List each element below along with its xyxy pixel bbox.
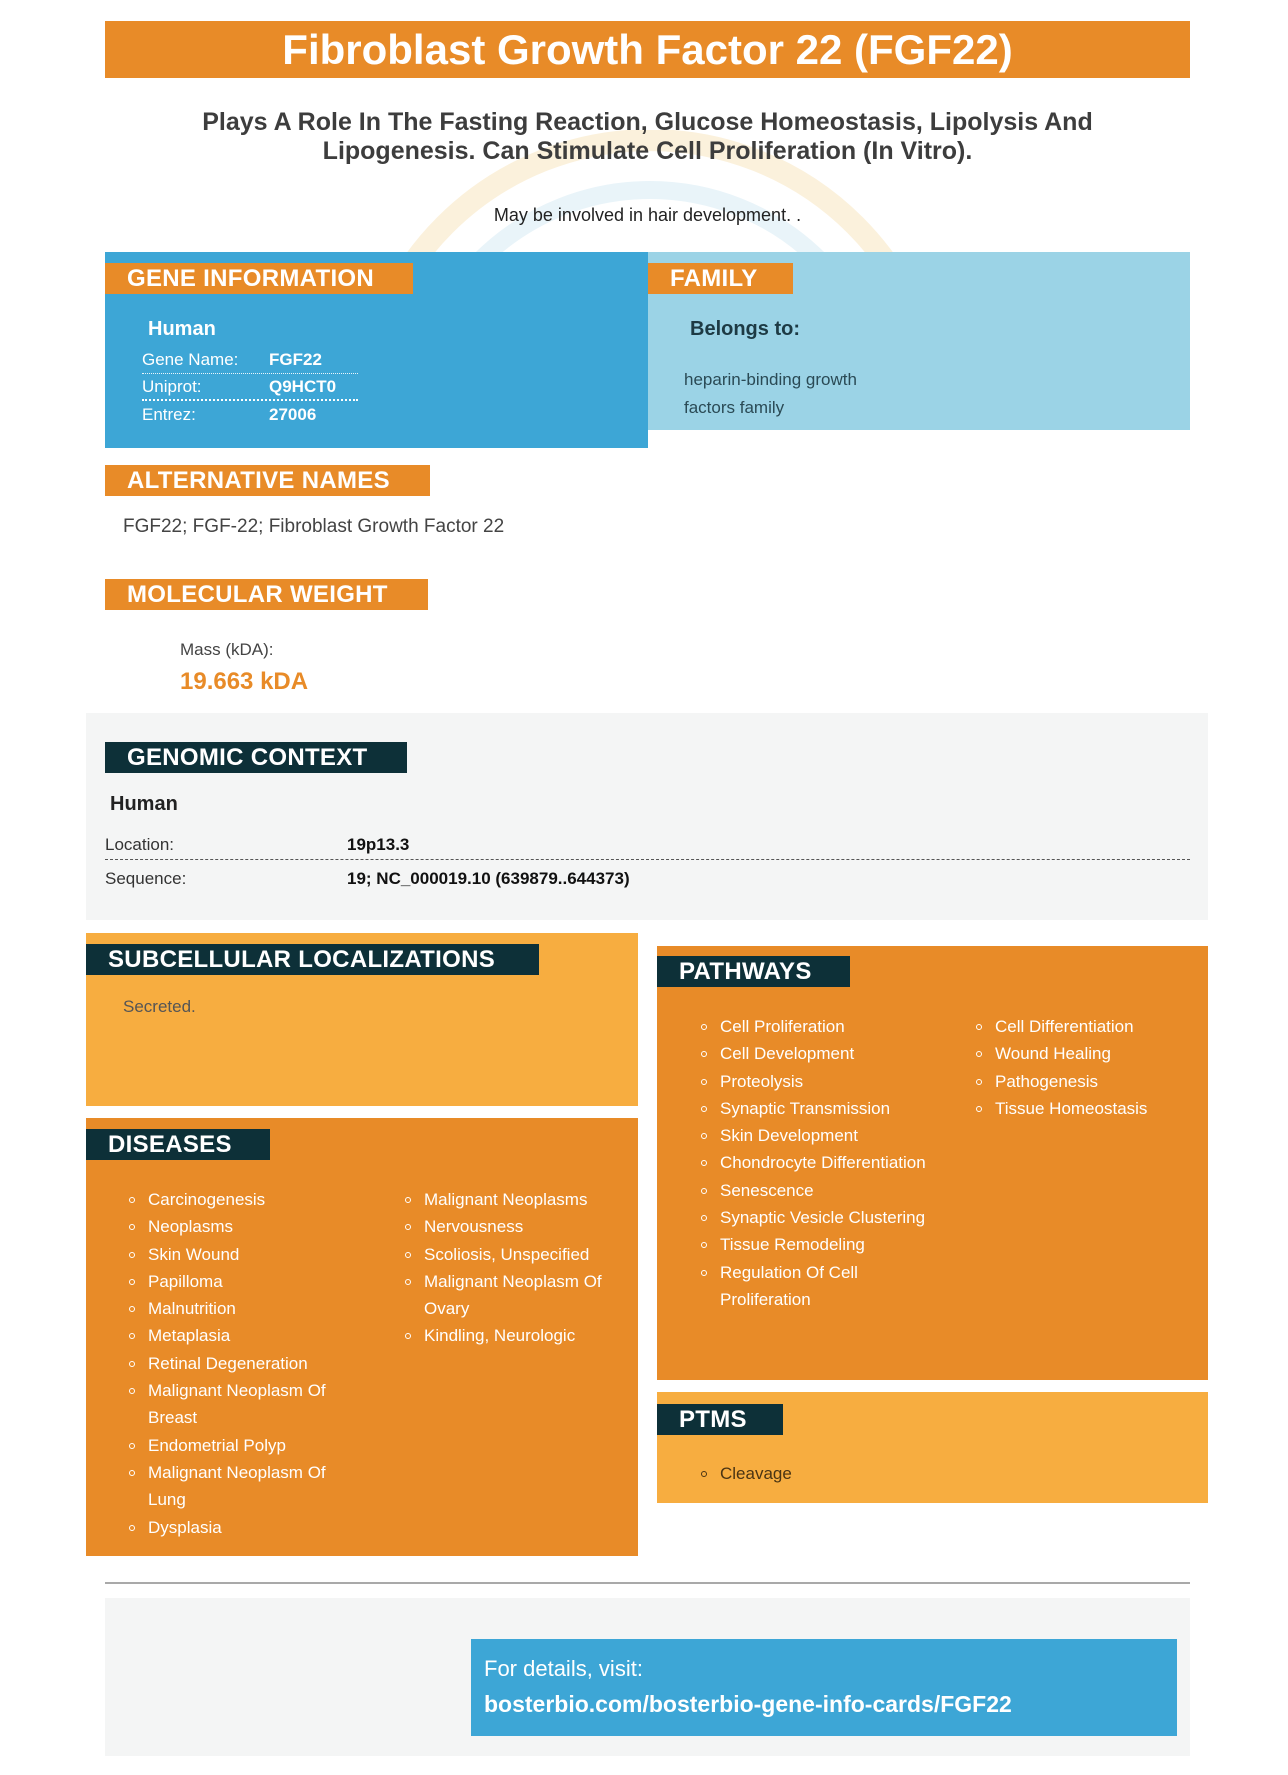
function-note: May be involved in hair development. . [493,205,802,225]
list-item: Malignant Neoplasm Of Ovary [403,1268,623,1323]
list-item: Cell Proliferation [699,1013,929,1040]
molecular-weight-heading: MOLECULAR WEIGHT [105,579,428,610]
list-item: Synaptic Vesicle Clustering [699,1204,929,1231]
list-item: Chondrocyte Differentiation [699,1149,929,1176]
list-item: Synaptic Transmission [699,1095,929,1122]
pathways-list-right [974,1013,1194,1122]
mass-value: 19.663 kDA [180,668,309,695]
list-item: Wound Healing [974,1040,1194,1067]
subcellular-text: Secreted. [123,997,196,1016]
list-item: Neoplasms [127,1213,357,1240]
list-item: Dysplasia [127,1514,357,1541]
list-item: Metaplasia [127,1322,357,1349]
ptms-heading: PTMS [657,1404,783,1435]
list-item: Proteolysis [699,1068,929,1095]
list-item: Senescence [699,1177,929,1204]
family-text: heparin-binding growth factors family [684,370,857,417]
family-heading: FAMILY [648,263,793,294]
gene-name-row [142,347,358,374]
pathways-heading: PATHWAYS [657,956,850,987]
uniprot-row [142,374,358,401]
uniprot-link[interactable]: Q9HCT0 [269,377,337,396]
list-item: Tissue Remodeling [699,1231,929,1258]
list-item: Retinal Degeneration [127,1350,357,1377]
list-item: Skin Development [699,1122,929,1149]
details-label: For details, visit: [484,1656,643,1681]
details-link-box[interactable] [471,1639,1177,1736]
sequence-value: 19; NC_000019.10 (639879..644373) [347,869,630,888]
diseases-heading: DISEASES [86,1129,270,1160]
uniprot-label: Uniprot: [142,377,202,396]
gene-species: Human [148,318,216,340]
page-title: Fibroblast Growth Factor 22 (FGF22) [105,21,1190,78]
list-item: Endometrial Polyp [127,1432,357,1459]
sequence-row [105,860,1190,894]
ptms-list [699,1460,929,1487]
list-item: Cell Differentiation [974,1013,1194,1040]
list-item: Papilloma [127,1268,357,1295]
list-item: Nervousness [403,1213,623,1240]
gene-name-label: Gene Name: [142,350,239,369]
list-item: Tissue Homeostasis [974,1095,1194,1122]
details-url-link[interactable]: bosterbio.com/bosterbio-gene-info-cards/FGF22 [484,1691,1012,1717]
mass-label: Mass (kDA): [180,640,274,659]
list-item: Pathogenesis [974,1068,1194,1095]
gene-name-value: FGF22 [269,350,322,369]
diseases-list-right [403,1186,623,1350]
list-item: Malignant Neoplasms [403,1186,623,1213]
list-item: Regulation Of Cell Proliferation [699,1259,929,1314]
genomic-species: Human [110,793,178,815]
entrez-link[interactable]: 27006 [269,405,317,424]
list-item: Scoliosis, Unspecified [403,1241,623,1268]
list-item: Kindling, Neurologic [403,1322,623,1349]
entrez-label: Entrez: [142,405,196,424]
entrez-row [142,402,358,429]
list-item: Skin Wound [127,1241,357,1268]
family-subheading: Belongs to: [690,318,800,340]
alternative-names-text: FGF22; FGF-22; Fibroblast Growth Factor 22 [123,516,505,537]
list-item: Cleavage [699,1460,929,1487]
location-label: Location: [105,835,174,854]
genomic-context-heading: GENOMIC CONTEXT [105,742,407,773]
list-item: Malignant Neoplasm Of Lung [127,1459,357,1514]
location-value: 19p13.3 [347,835,410,854]
gene-information-heading: GENE INFORMATION [105,263,413,294]
footer-divider [105,1582,1190,1584]
sequence-label: Sequence: [105,869,187,888]
subcellular-heading: SUBCELLULAR LOCALIZATIONS [86,944,539,975]
diseases-list-left [127,1186,357,1541]
list-item: Carcinogenesis [127,1186,357,1213]
pathways-list-left [699,1013,929,1313]
list-item: Malnutrition [127,1295,357,1322]
page-subtitle: Plays A Role In The Fasting Reaction, Glucose Homeostasis, Lipolysis And Lipogenesis. Can Stimulate Cell Proliferation (In Vitro). [202,108,1093,165]
list-item: Malignant Neoplasm Of Breast [127,1377,357,1432]
list-item: Cell Development [699,1040,929,1067]
alternative-names-heading: ALTERNATIVE NAMES [105,465,430,496]
location-row [105,826,1190,860]
